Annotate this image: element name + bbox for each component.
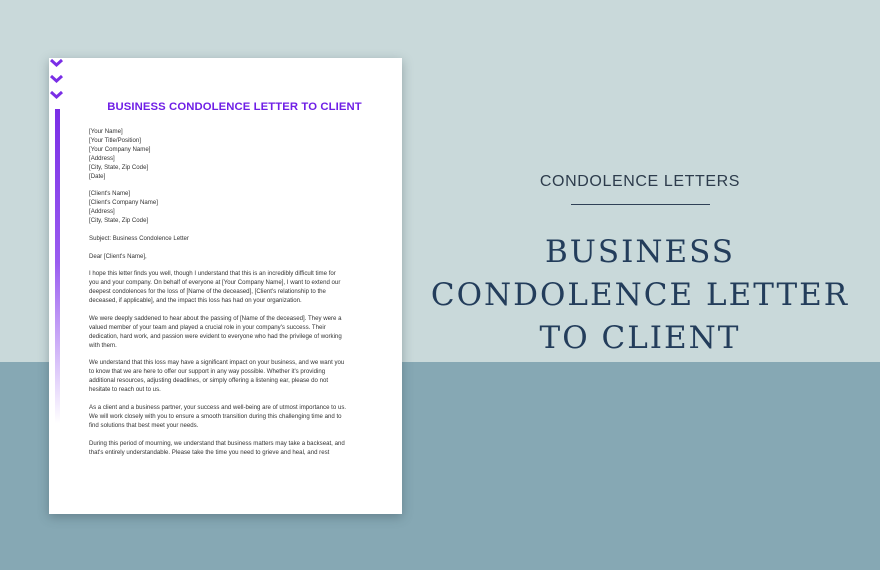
paragraph-line: hesitate to reach out to us. [89, 386, 161, 394]
main-title-line: TO CLIENT [539, 320, 741, 356]
sender-line: [City, State, Zip Code] [89, 163, 149, 171]
title-panel [430, 170, 850, 360]
main-title-line: CONDOLENCE LETTER [430, 277, 850, 313]
sender-line: [Your Company Name] [89, 145, 151, 153]
recipient-block [89, 190, 379, 226]
paragraph-line: that's entirely understandable. Please take the time you need to grieve and heal, and rest [89, 448, 330, 456]
paragraph-line: We were deeply saddened to hear about the passing of [Name of the deceased]. They were a [89, 314, 342, 322]
document-body [89, 128, 379, 457]
letter-document-preview [49, 58, 402, 514]
paragraph-line: additional resources, adjusting deadlines, or simply offering a listening ear, please do not [89, 377, 329, 385]
chevron-decoration-icon [49, 58, 67, 106]
paragraph [89, 404, 379, 431]
paragraph-line: deepest condolences for the loss of [Name of the deceased], [Client's relationship to the [89, 288, 326, 296]
category-label: CONDOLENCE LETTERS [539, 173, 741, 190]
sender-line: [Date] [89, 172, 106, 180]
paragraph-line: with them. [89, 341, 117, 349]
paragraph [89, 270, 379, 306]
paragraph [89, 315, 379, 351]
paragraph-line: find solutions that best meet your needs. [89, 421, 199, 429]
divider [571, 204, 710, 205]
accent-bar [55, 109, 60, 512]
paragraph-line: As a client and a business partner, your success and well-being are of utmost importance to us. [89, 403, 347, 411]
paragraph [89, 440, 379, 458]
recipient-line: [Client's Company Name] [89, 199, 158, 207]
paragraph-line: We will work closely with you to ensure a smooth transition during this challenging time and to [89, 412, 342, 420]
paragraph-line: We understand that this loss may have a significant impact on your business, and we want you [89, 359, 345, 367]
main-title [430, 231, 850, 360]
sender-line: [Address] [89, 154, 115, 162]
paragraph-line: you and your company. On behalf of everyone at [Your Company Name], I want to extend our [89, 279, 341, 287]
paragraph-line: I hope this letter finds you well, though I understand that this is an incredibly difficult time for [89, 270, 336, 278]
paragraph-line: deceased, if applicable], and the impact this loss has had on your organization. [89, 297, 302, 305]
recipient-line: [Client's Name] [89, 190, 131, 198]
sender-block [89, 128, 379, 181]
paragraph-line: dedication, hard work, and passion were evident to everyone who had the privilege of working [89, 332, 342, 340]
document-title: BUSINESS CONDOLENCE LETTER TO CLIENT [107, 101, 362, 113]
paragraph-line: valued member of your team and played a crucial role in your company's success. Their [89, 323, 326, 331]
paragraph [89, 359, 379, 395]
sender-line: [Your Title/Position] [89, 136, 141, 144]
recipient-line: [City, State, Zip Code] [89, 217, 149, 225]
recipient-line: [Address] [89, 208, 115, 216]
sender-line: [Your Name] [89, 128, 123, 135]
subject-line: Subject: Business Condolence Letter [89, 234, 189, 242]
paragraph-line: to know that we are here to offer our support in any way possible. Whether it's providing [89, 368, 326, 376]
main-title-line: BUSINESS [544, 234, 736, 270]
paragraph-line: During this period of mourning, we understand that business matters may take a backseat, and [89, 439, 345, 447]
greeting: Dear [Client's Name], [89, 252, 147, 260]
